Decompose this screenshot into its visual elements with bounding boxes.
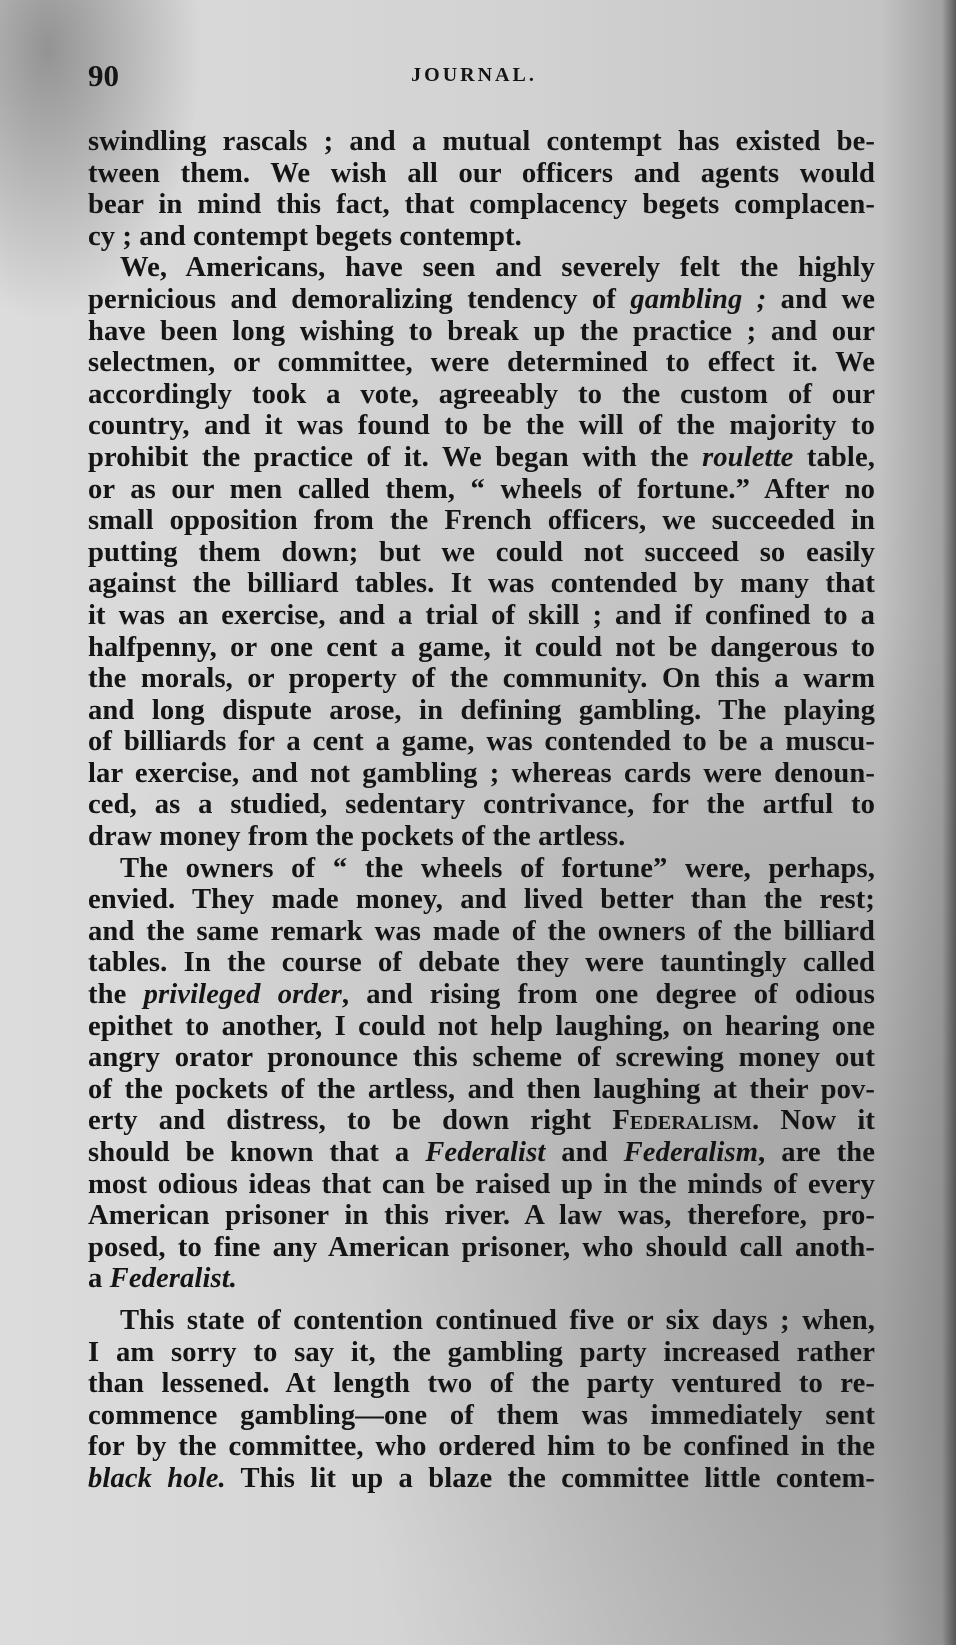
text-segment: it was an exercise, and a trial of skill ; and if confined to a [88, 599, 875, 631]
text-segment: than lessened. At length two of the party ventured to re- [88, 1368, 875, 1400]
text-line [88, 474, 875, 506]
text-segment: posed, to fine any American prisoner, who should call anoth- [88, 1231, 875, 1263]
text-line [88, 726, 875, 758]
text-line [88, 695, 875, 727]
text-segment: envied. They made money, and lived better than the rest; [88, 884, 875, 916]
text-line [88, 600, 875, 632]
italic-text: privileged order [143, 979, 342, 1011]
text-line [88, 632, 875, 664]
text-segment: and we [766, 283, 875, 315]
text-line [88, 221, 875, 253]
text-line [88, 158, 875, 190]
text-segment: , are the [758, 1137, 876, 1168]
text-segment: putting them down; but we could not succeed so easily [88, 536, 875, 568]
text-line [88, 284, 875, 316]
text-segment: This state of contention continued five or six days ; when, [120, 1304, 875, 1336]
text-segment: of billiards for a cent a game, was contended to be a muscu- [88, 726, 875, 758]
text-segment: and [545, 1137, 624, 1168]
text-segment: most odious ideas that can be raised up in the minds of every [88, 1168, 875, 1200]
text-segment: small opposition from the French officers, we succeeded in [88, 505, 875, 537]
text-line [88, 252, 875, 284]
italic-text: gambling ; [630, 283, 767, 315]
text-segment: tables. In the course of debate they were tauntingly called [88, 947, 875, 979]
italic-text: black hole. [88, 1462, 226, 1494]
text-line [88, 442, 875, 474]
body-text [88, 126, 875, 1495]
text-segment: angry orator pronounce this scheme of screwing money out [88, 1042, 875, 1074]
text-segment: country, and it was found to be the will of the majority to [88, 410, 875, 442]
text-segment: pernicious and demoralizing tendency of [88, 283, 631, 315]
text-line [88, 758, 875, 790]
text-line [88, 1305, 875, 1337]
text-line [88, 1431, 875, 1463]
text-segment: accordingly took a vote, agreeably to the custom of our [88, 378, 875, 410]
page-number: 90 [88, 58, 119, 93]
text-segment: table, [793, 441, 875, 473]
text-line [88, 1042, 875, 1074]
text-line [88, 979, 875, 1011]
text-line [88, 916, 875, 948]
text-segment: I am sorry to say it, the gambling party increased rather [88, 1336, 875, 1368]
text-line [88, 568, 875, 600]
text-segment: Now it [759, 1105, 876, 1137]
text-segment: prohibit the practice of it. We began with the [88, 441, 703, 473]
text-segment: ced, as a studied, sedentary contrivance, for the artful to [88, 789, 875, 821]
text-segment: should be known that a [88, 1137, 426, 1168]
italic-text: Federalist. [109, 1263, 238, 1295]
text-segment: have been long wishing to break up the practice ; and our [88, 315, 875, 347]
text-line [88, 821, 875, 853]
italic-text: roulette [702, 441, 794, 473]
text-segment: draw money from the pockets of the artless. [88, 821, 626, 853]
text-segment: selectmen, or committee, were determined to effect it. We [88, 347, 875, 379]
text-segment: commence gambling—one of them was immediately sent [88, 1399, 875, 1431]
text-segment: The owners of “ the wheels of fortune” were, perhaps, [120, 852, 875, 884]
text-segment: erty and distress, to be down right [88, 1105, 613, 1137]
text-line [88, 884, 875, 916]
text-line [88, 505, 875, 537]
text-segment: for by the committee, who ordered him to be confined in the [88, 1431, 875, 1463]
text-line [88, 410, 875, 442]
italic-text: Federalism [623, 1137, 759, 1168]
text-segment: a [88, 1263, 110, 1295]
text-line [88, 1011, 875, 1043]
page-header [88, 58, 860, 98]
text-segment: American prisoner in this river. A law was, therefore, pro- [88, 1200, 875, 1232]
text-segment: bear in mind this fact, that complacency begets complacen- [88, 189, 875, 221]
text-line [88, 347, 875, 379]
text-segment: the morals, or property of the community. On this a warm [88, 663, 875, 695]
text-segment: halfpenny, or one cent a game, it could not be dangerous to [88, 631, 875, 663]
text-segment: cy ; and contempt begets contempt. [88, 220, 522, 252]
text-line [88, 1368, 875, 1400]
text-line [88, 189, 875, 221]
text-segment: of the pockets of the artless, and then laughing at their pov- [88, 1073, 875, 1105]
text-line [88, 1200, 875, 1232]
text-segment: , and rising from one degree of odious [341, 979, 876, 1011]
text-line [88, 789, 875, 821]
text-segment: We, Americans, have seen and severely felt the highly [120, 252, 875, 284]
text-segment: lar exercise, and not gambling ; whereas cards were denoun- [88, 757, 875, 789]
text-segment: swindling rascals ; and a mutual contempt has existed be- [88, 126, 875, 157]
text-line [88, 1463, 875, 1495]
text-line [88, 537, 875, 569]
page-edge-shadow [942, 0, 956, 1645]
text-segment: and long dispute arose, in defining gambling. The playing [88, 694, 875, 726]
text-line [88, 663, 875, 695]
text-segment: This lit up a blaze the committee little contem- [225, 1462, 875, 1494]
text-line [88, 1232, 875, 1264]
text-segment: or as our men called them, “ wheels of fortune.” After no [88, 473, 875, 505]
running-head: JOURNAL. [411, 64, 537, 86]
text-line [88, 1337, 875, 1369]
text-line [88, 126, 875, 158]
text-line [88, 316, 875, 348]
text-line [88, 1169, 875, 1201]
text-segment: and the same remark was made of the owners of the billiard [88, 915, 875, 947]
text-line [88, 1074, 875, 1106]
small-caps-text: Federalism. [612, 1105, 760, 1137]
italic-text: Federalist [425, 1137, 546, 1168]
text-line [88, 1105, 875, 1137]
text-line [88, 853, 875, 885]
text-line [88, 1263, 875, 1295]
text-segment: epithet to another, I could not help laughing, on hearing one [88, 1010, 875, 1042]
text-line [88, 1400, 875, 1432]
text-line [88, 947, 875, 979]
text-line [88, 379, 875, 411]
text-segment: the [88, 979, 144, 1011]
text-line [88, 1137, 875, 1169]
text-segment: against the billiard tables. It was contended by many that [88, 568, 875, 600]
text-segment: tween them. We wish all our officers and agents would [88, 157, 875, 189]
